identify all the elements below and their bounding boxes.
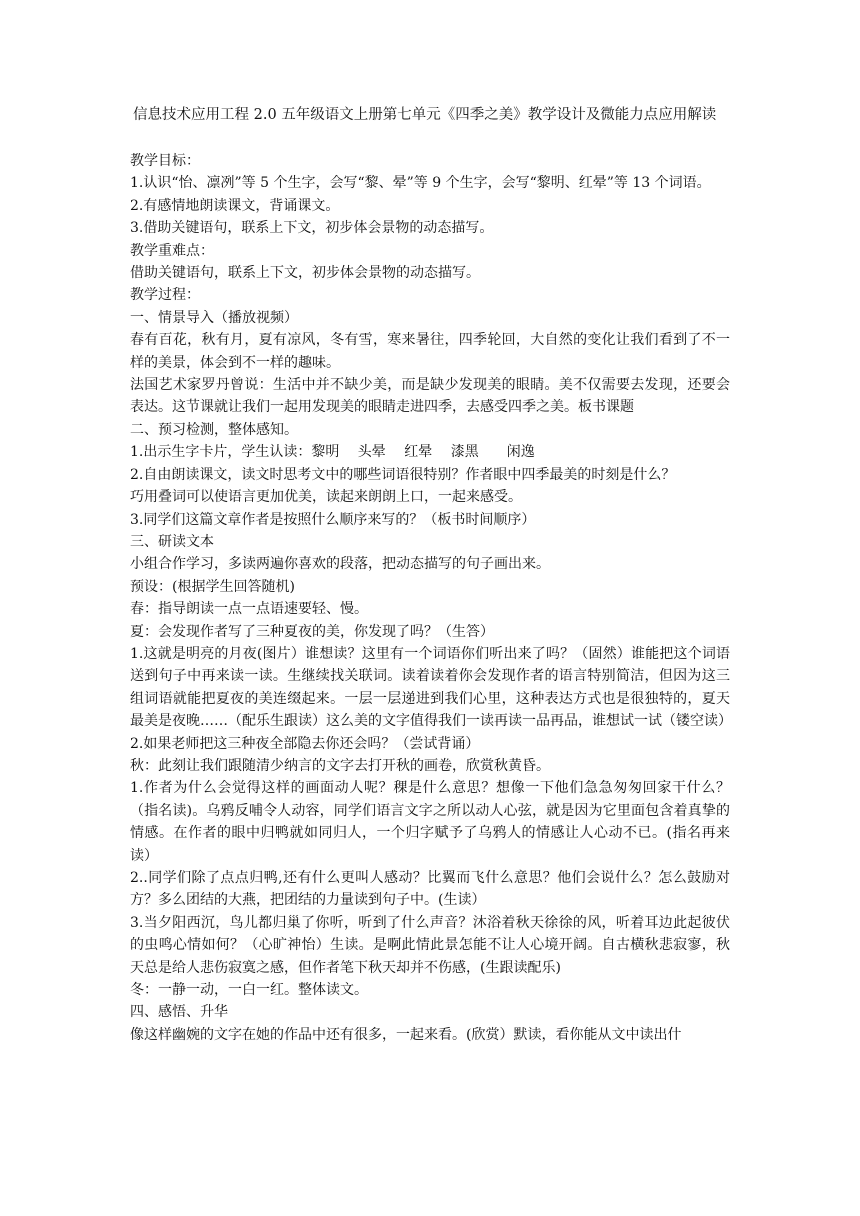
- paragraph: 2.自由朗读课文，读文时思考文中的哪些词语很特别？作者眼中四季最美的时刻是什么？: [130, 466, 676, 483]
- section-heading: 一、情景导入（播放视频）: [130, 309, 298, 326]
- document-title: 信息技术应用工程 2.0 五年级语文上册第七单元《四季之美》教学设计及微能力点应用解读: [133, 107, 717, 123]
- paragraph: 2..同学们除了点点归鸭,还有什么更叫人感动？比翼而飞什么意思？他们会说什么？怎么鼓励对方？多么团结的大燕，把团结的力量读到句子中。(生读）: [130, 870, 730, 909]
- paragraph: 1.出示生字卡片，学生认读：黎明 头晕 红晕 漆黑 闲逸: [130, 444, 535, 461]
- paragraph: 借助关键语句，联系上下文，初步体会景物的动态描写。: [130, 265, 480, 282]
- paragraph: 1.这就是明亮的月夜(图片）谁想读？这里有一个词语你们听出来了吗？（固然）谁能把这个词语送到句子中再来读一读。生继续找关联词。读着读着你会发现作者的语言特别简洁，但因为这三组词语就能把夏夜的美连缀起来。一层一层递进到我们心里，这种表达方式也是很独特的，夏天最美是夜晚……（配乐生跟读）这么美的文字值得我们一读再读一品再品，谁想试一试（镂空读）: [130, 645, 732, 730]
- paragraph: 3.借助关键语句，联系上下文，初步体会景物的动态描写。: [130, 220, 494, 237]
- section-heading: 三、研读文本: [130, 533, 214, 550]
- paragraph: 春有百花，秋有月，夏有凉风，冬有雪，寒来暑往，四季轮回，大自然的变化让我们看到了不一样的美景，体会到不一样的趣味。: [130, 332, 730, 371]
- paragraph: 3.当夕阳西沉，鸟儿都归巢了你听，听到了什么声音？沐浴着秋天徐徐的风，听着耳边此起彼伏的虫鸣心情如何？（心旷神怡）生读。是啊此情此景怎能不让人心境开阔。自古横秋悲寂寥，秋天总是给人悲伤寂寞之感，但作者笔下秋天却并不伤感，(生跟读配乐): [130, 914, 730, 976]
- section-heading: 教学重难点：: [130, 242, 214, 259]
- document-body: [130, 150, 730, 1046]
- section-heading: 教学过程：: [130, 287, 200, 304]
- paragraph: 1.认识“怡、凛冽”等 5 个生字，会写“黎、晕”等 9 个生字，会写“黎明、红晕”等 13 个词语。: [130, 175, 711, 192]
- paragraph: 小组合作学习，多读两遍你喜欢的段落，把动态描写的句子画出来。: [130, 556, 550, 573]
- paragraph: 法国艺术家罗丹曾说：生活中并不缺少美，而是缺少发现美的眼睛。美不仅需要去发现，还要会表达。这节课就让我们一起用发现美的眼睛走进四季，去感受四季之美。板书课题: [130, 377, 730, 416]
- paragraph: 2.如果老师把这三种夜全部隐去你还会吗？（尝试背诵）: [130, 735, 480, 752]
- paragraph: 秋：此刻让我们跟随清少纳言的文字去打开秋的画卷，欣赏秋黄昏。: [130, 757, 550, 774]
- paragraph: 像这样幽婉的文字在她的作品中还有很多，一起来看。(欣赏）默读，看你能从文中读出什: [130, 1026, 682, 1043]
- section-heading: 四、感悟、升华: [130, 1004, 228, 1021]
- paragraph: 春：指导朗读一点一点语速要轻、慢。: [130, 601, 368, 618]
- paragraph: 冬：一静一动，一白一红。整体读文。: [130, 982, 368, 999]
- paragraph: 巧用叠词可以使语言更加优美，读起来朗朗上口，一起来感受。: [130, 489, 522, 506]
- paragraph: 1.作者为什么会觉得这样的画面动人呢？稞是什么意思？想像一下他们急急匆匆回家干什么？（指名读)。乌鸦反哺令人动容，同学们语言文字之所以动人心弦，就是因为它里面包含着真挚的情感。在作者的眼中归鸭就如同归人，一个归字赋予了乌鸦人的情感让人心动不已。(指名再来读）: [130, 780, 730, 864]
- section-heading: 教学目标：: [130, 153, 200, 169]
- paragraph: 3.同学们这篇文章作者是按照什么顺序来写的？（板书时间顺序）: [130, 511, 536, 528]
- paragraph: 预设：(根据学生回答随机): [130, 578, 295, 595]
- paragraph: 2.有感情地朗读课文，背诵课文。: [130, 197, 340, 214]
- section-heading: 二、预习检测，整体感知。: [130, 421, 298, 438]
- paragraph: 夏：会发现作者写了三种夏夜的美，你发现了吗？（生答）: [130, 623, 494, 640]
